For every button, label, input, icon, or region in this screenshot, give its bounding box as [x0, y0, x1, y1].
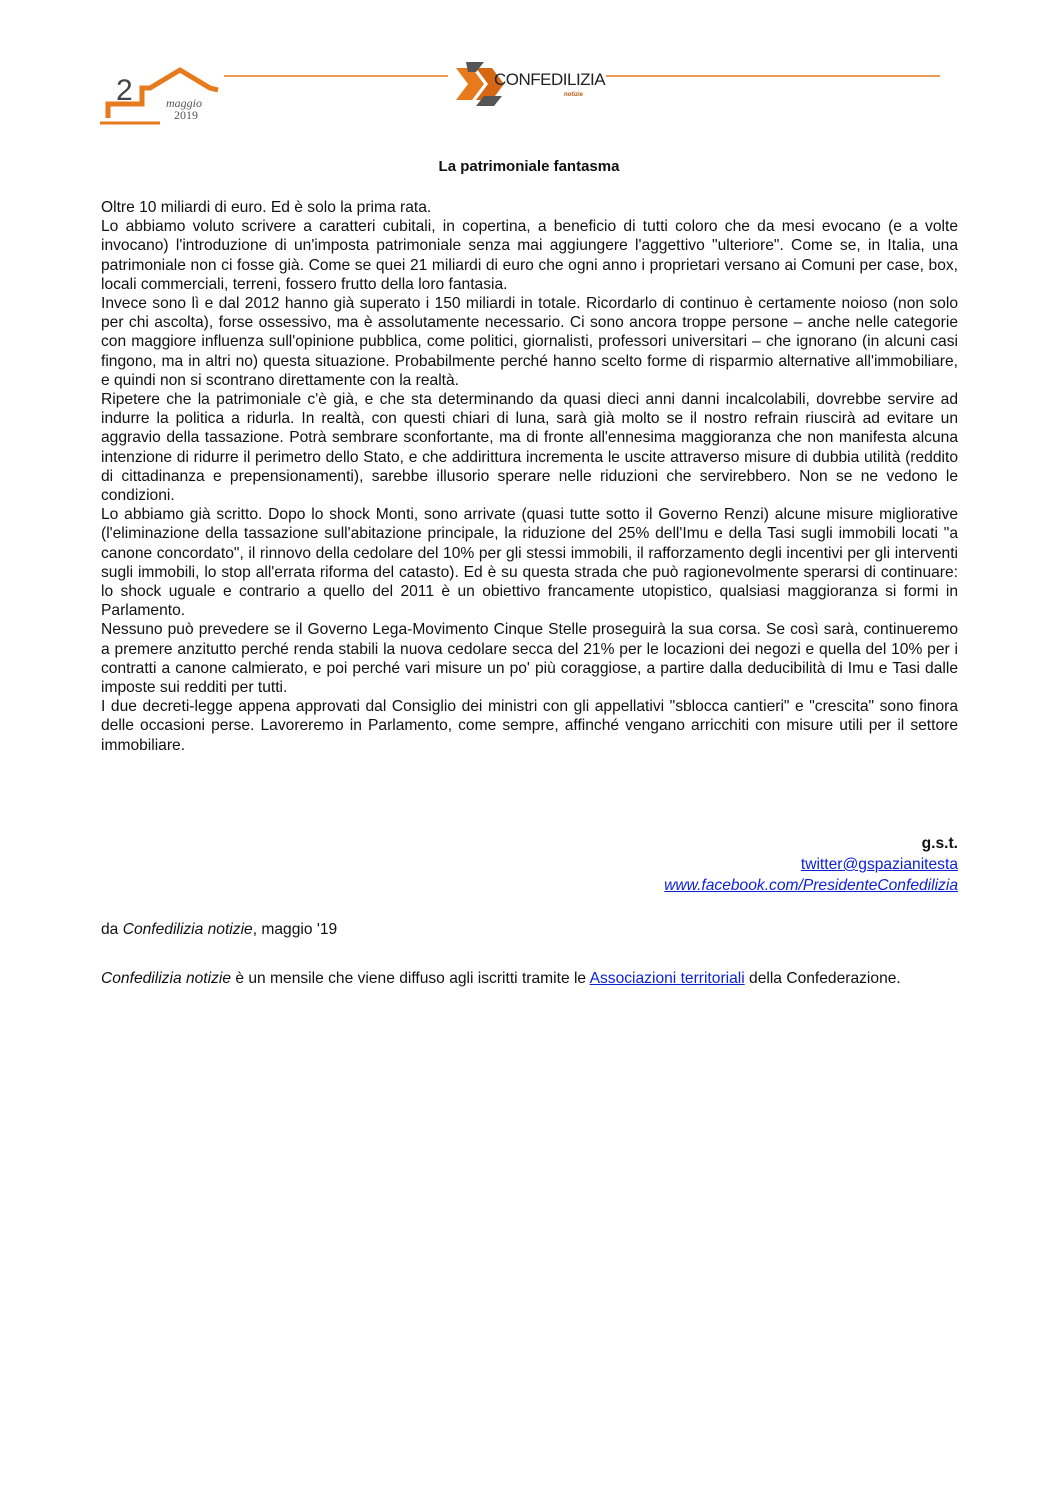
footer-note — [101, 968, 958, 989]
footer-text-before: è un mensile che viene diffuso agli iscritti tramite le — [231, 970, 590, 987]
issue-year: 2019 — [174, 108, 198, 122]
paragraph-6: Nessuno può prevedere se il Governo Lega-Movimento Cinque Stelle proseguirà la sua corsa. Se così sarà, continueremo a premere anzitutto perché renda stabili la nuova cedolare secca del 21% per le locazioni dei negozi e quella del 10% per i contratti a canone calmierato, e poi perché vari misure un po' più coraggiose, a partire dalla deducibilità di Imu e Tasi dalle imposte sui redditi per tutti. — [101, 621, 958, 697]
issue-month: maggio — [166, 96, 202, 110]
source-line — [101, 921, 337, 939]
associazioni-territoriali-link[interactable]: Associazioni territoriali — [589, 970, 745, 987]
paragraph-7: I due decreti-legge appena approvati dal Consiglio dei ministri con gli appellativi "sblocca cantieri" e "crescita" sono finora delle occasioni perse. Lavoreremo in Parlamento, come sempre, affinché vengano arricchiti con misure utili per il settore immobiliare. — [101, 698, 958, 754]
author-initials: g.s.t. — [921, 835, 958, 852]
logo-text: CONFEDILIZIA — [494, 70, 606, 89]
signature-block — [500, 833, 958, 896]
paragraph-3: Invece sono lì e dal 2012 hanno già superato i 150 miliardi in totale. Ricordarlo di continuo è certamente noioso (non solo per chi ascolta), forse ossessivo, ma è assolutamente necessario. Ci sono ancora troppe persone – anche nelle categorie con maggiore influenza sull'opinione pubblica, come politici, giornalisti, professori universitari – che ignorano (in alcuni casi fingono, ma in altri no) questa situazione. Probabilmente perché hanno scelto forme di risparmio alternative all'immobiliare, e quindi non si scontrano direttamente con la realtà. — [101, 295, 958, 389]
page-header — [0, 0, 1058, 140]
paragraph-1: Oltre 10 miliardi di euro. Ed è solo la prima rata. — [101, 199, 432, 216]
page-number: 2 — [116, 74, 133, 107]
article-title: La patrimoniale fantasma — [438, 158, 620, 175]
source-prefix: da — [101, 921, 123, 938]
confedilizia-logo — [454, 62, 604, 106]
twitter-link[interactable]: twitter@gspazianitesta — [800, 856, 958, 873]
source-suffix: , maggio '19 — [252, 921, 338, 938]
paragraph-2: Lo abbiamo voluto scrivere a caratteri cubitali, in copertina, a beneficio di tutti coloro che da mesi evocano (e a volte invocano) l'introduzione di un'imposta patrimoniale senza mai aggiungere l'aggettivo "ulteriore". Come se, in Italia, una patrimoniale non ci fosse già. Come se quei 21 miliardi di euro che ogni anno i proprietari versano ai Comuni per case, box, locali commerciali, terreni, fossero frutto della loro fantasia. — [101, 218, 958, 293]
footer-publication: Confedilizia notizie — [101, 970, 232, 987]
footer-text-after: della Confederazione. — [744, 970, 901, 987]
paragraph-5: Lo abbiamo già scritto. Dopo lo shock Monti, sono arrivate (quasi tutte sotto il Governo Renzi) alcune misure migliorative (l'eliminazione della tassazione sull'abitazione principale, la riduzione del 25% dell'Imu e della Tasi sugli immobili locati "a canone concordato", il rinnovo della cedolare del 10% per gli stessi immobili, il rafforzamento degli incentivi per gli interventi sugli immobili, lo stop all'errata riforma del catasto). Ed è su questa strada che può ragionevolmente sperarsi di continuare: lo shock uguale e contrario a quello del 2011 è un obiettivo francamente utopistico, qualsiasi maggioranza si formi in Parlamento. — [101, 506, 958, 620]
facebook-link[interactable]: www.facebook.com/PresidenteConfedilizia — [664, 877, 958, 894]
logo-subtitle: notizie — [564, 92, 583, 98]
paragraph-4: Ripetere che la patrimoniale c'è già, e che sta determinando da quasi dieci anni danni incalcolabili, dovrebbe servire ad indurre la politica a ridurla. In realtà, con questi chiari di luna, sarà già molto se il nostro refrain riuscirà ad evitare un aggravio della tassazione. Potrà sembrare sconfortante, ma di fronte all'ennesima maggioranza che non manifesta alcuna intenzione di ridurre il perimetro dello Stato, e che addirittura incrementa le uscite attraverso misure di dubbia utilità (reddito di cittadinanza e prepensionamenti), sarebbe illusorio sperare nelle riduzioni che servirebbero. Non se ne vedono le condizioni. — [101, 391, 958, 505]
source-publication: Confedilizia notizie — [122, 921, 253, 938]
article-body — [101, 198, 958, 755]
